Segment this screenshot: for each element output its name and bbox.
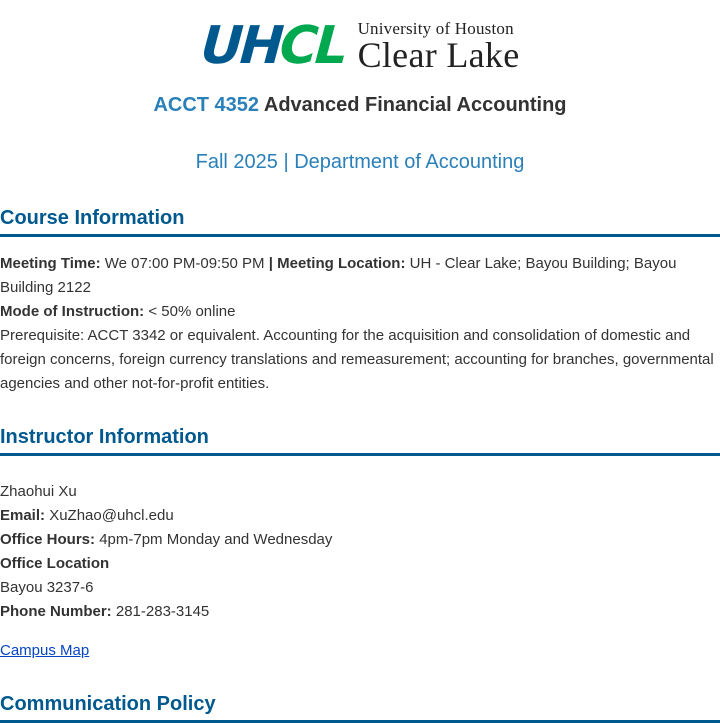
office-location-label: Office Location <box>0 555 110 572</box>
campus-map-row <box>0 639 718 663</box>
mode-of-instruction <box>0 300 718 324</box>
email-value: XuZhao@uhcl.edu <box>49 507 174 524</box>
phone-row <box>0 600 718 624</box>
instructor-information-body <box>0 480 718 624</box>
meeting-location: UH - Clear Lake; Bayou Building; Bayou Building 2122 <box>0 255 677 296</box>
office-location-value: Bayou 3237-6 <box>0 579 94 596</box>
office-hours-row <box>0 528 718 552</box>
instructor-name: Zhaohui Xu <box>0 483 77 500</box>
communication-policy-heading: Communication Policy <box>0 690 720 723</box>
course-information-heading: Course Information <box>0 204 720 237</box>
course-information-body <box>0 252 718 396</box>
campus-map-link[interactable]: Campus Map <box>0 642 90 659</box>
logo-mark-cl: CL <box>278 16 348 76</box>
logo-container <box>0 16 720 76</box>
uhcl-logo <box>198 16 520 76</box>
logo-university: University of Houston <box>357 19 514 38</box>
mode-value: < 50% online <box>148 303 236 320</box>
instructor-email-row <box>0 504 718 528</box>
logo-mark-uh: UH <box>198 16 283 76</box>
phone-label: Phone Number: <box>0 603 112 620</box>
office-hours-value: 4pm-7pm Monday and Wednesday <box>99 531 333 548</box>
term: Fall 2025 <box>195 151 278 173</box>
meeting-time-label: Meeting Time: <box>0 255 101 272</box>
term-department-line <box>0 151 720 174</box>
meeting-time: We 07:00 PM-09:50 PM <box>104 255 265 272</box>
logo-wordmark <box>357 19 520 75</box>
meeting-details <box>0 252 718 300</box>
instructor-information-heading: Instructor Information <box>0 423 720 456</box>
course-name: Advanced Financial Accounting <box>263 94 567 116</box>
office-hours-label: Office Hours: <box>0 531 96 548</box>
department: Department of Accounting <box>294 151 525 173</box>
logo-campus: Clear Lake <box>357 35 520 75</box>
course-description: Prerequisite: ACCT 3342 or equivalent. Accounting for the acquisition and consolidation of domestic and foreign concerns, foreign currency translations and remeasurement; accounting for branches, governmental agencies and other not-for-profit entities. <box>0 327 714 392</box>
course-title <box>0 94 720 117</box>
course-code: ACCT 4352 <box>153 94 260 116</box>
mode-label: Mode of Instruction: <box>0 303 145 320</box>
email-label: Email: <box>0 507 46 524</box>
logo-mark <box>198 16 348 76</box>
meeting-location-label: Meeting Location: <box>277 255 406 272</box>
phone-value: 281-283-3145 <box>115 603 210 620</box>
meeting-separator: | <box>268 255 273 272</box>
term-separator: | <box>283 151 289 173</box>
